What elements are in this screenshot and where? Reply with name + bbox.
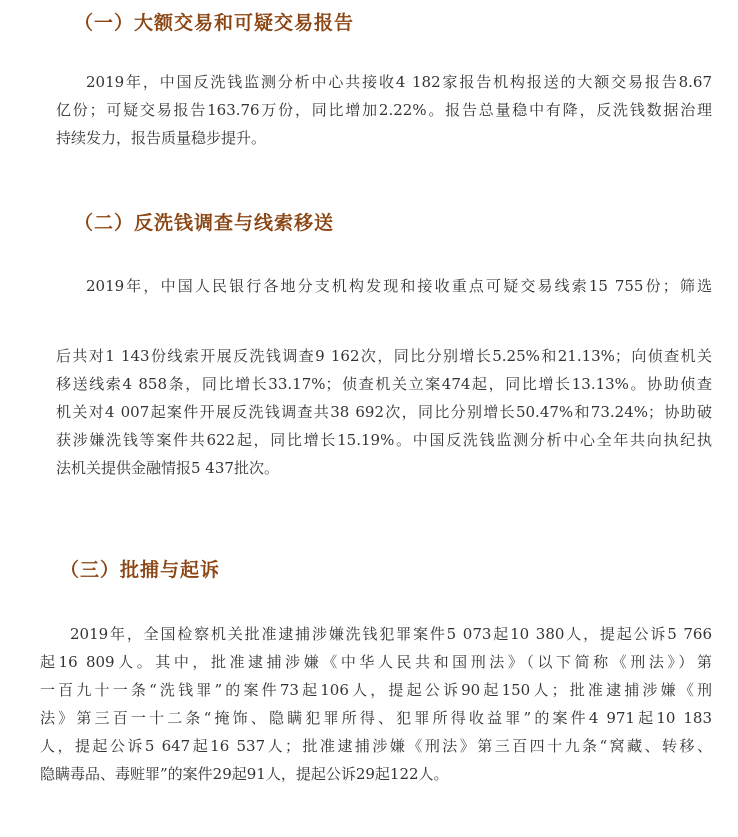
paragraph-line: 法》第三百一十二条“掩饰、隐瞒犯罪所得、犯罪所得收益罪”的案件4 971起10 183	[40, 709, 712, 727]
paragraph-line: 法机关提供金融情报5 437批次。	[56, 459, 279, 477]
paragraph-line: 持续发力，报告质量稳步提升。	[56, 129, 267, 147]
paragraph-line: 起16 809人。其中，批准逮捕涉嫌《中华人民共和国刑法》（以下简称《刑法》）第	[40, 653, 712, 671]
paragraph-line: 2019年，全国检察机关批准逮捕涉嫌洗钱犯罪案件5 073起10 380人，提起公诉5 766	[70, 625, 712, 643]
paragraph-line: 隐瞒毒品、毒赃罪”的案件29起91人，提起公诉29起122人。	[40, 765, 449, 783]
section-heading-arrest-prosecution: （三）批捕与起诉	[60, 559, 221, 581]
paragraph-line: 人，提起公诉5 647起16 537人；批准逮捕涉嫌《刑法》第三百四十九条“窝藏、转移、	[40, 737, 712, 755]
paragraph-line: 2019年，中国人民银行各地分支机构发现和接收重点可疑交易线索15 755份；筛选	[86, 277, 712, 295]
paragraph-line: 移送线索4 858条，同比增长33.17%；侦查机关立案474起，同比增长13.13%。协助侦查	[56, 375, 712, 393]
section-paragraph-investigation-intro	[56, 272, 712, 300]
section-heading-large-suspicious-reports: （一）大额交易和可疑交易报告	[74, 12, 355, 34]
paragraph-line: 亿份；可疑交易报告163.76万份，同比增加2.22%。报告总量稳中有降，反洗钱数据治理	[56, 101, 712, 119]
paragraph-line: 2019年，中国反洗钱监测分析中心共接收4 182家报告机构报送的大额交易报告8.67	[86, 73, 712, 91]
paragraph-line: 后共对1 143份线索开展反洗钱调查9 162次，同比分别增长5.25%和21.13%；向侦查机关	[56, 347, 712, 365]
section-paragraph-investigation	[56, 342, 712, 482]
paragraph-line: 一百九十一条“洗钱罪”的案件73起106人，提起公诉90起150人；批准逮捕涉嫌《刑	[40, 681, 712, 699]
section-paragraph-reports	[56, 68, 712, 152]
section-heading-aml-investigation: （二）反洗钱调查与线索移送	[74, 212, 335, 234]
paragraph-line: 机关对4 007起案件开展反洗钱调查共38 692次，同比分别增长50.47%和73.24%；协助破	[56, 403, 712, 421]
section-paragraph-prosecution	[40, 620, 712, 788]
paragraph-line: 获涉嫌洗钱等案件共622起，同比增长15.19%。中国反洗钱监测分析中心全年共向执纪执	[56, 431, 712, 449]
